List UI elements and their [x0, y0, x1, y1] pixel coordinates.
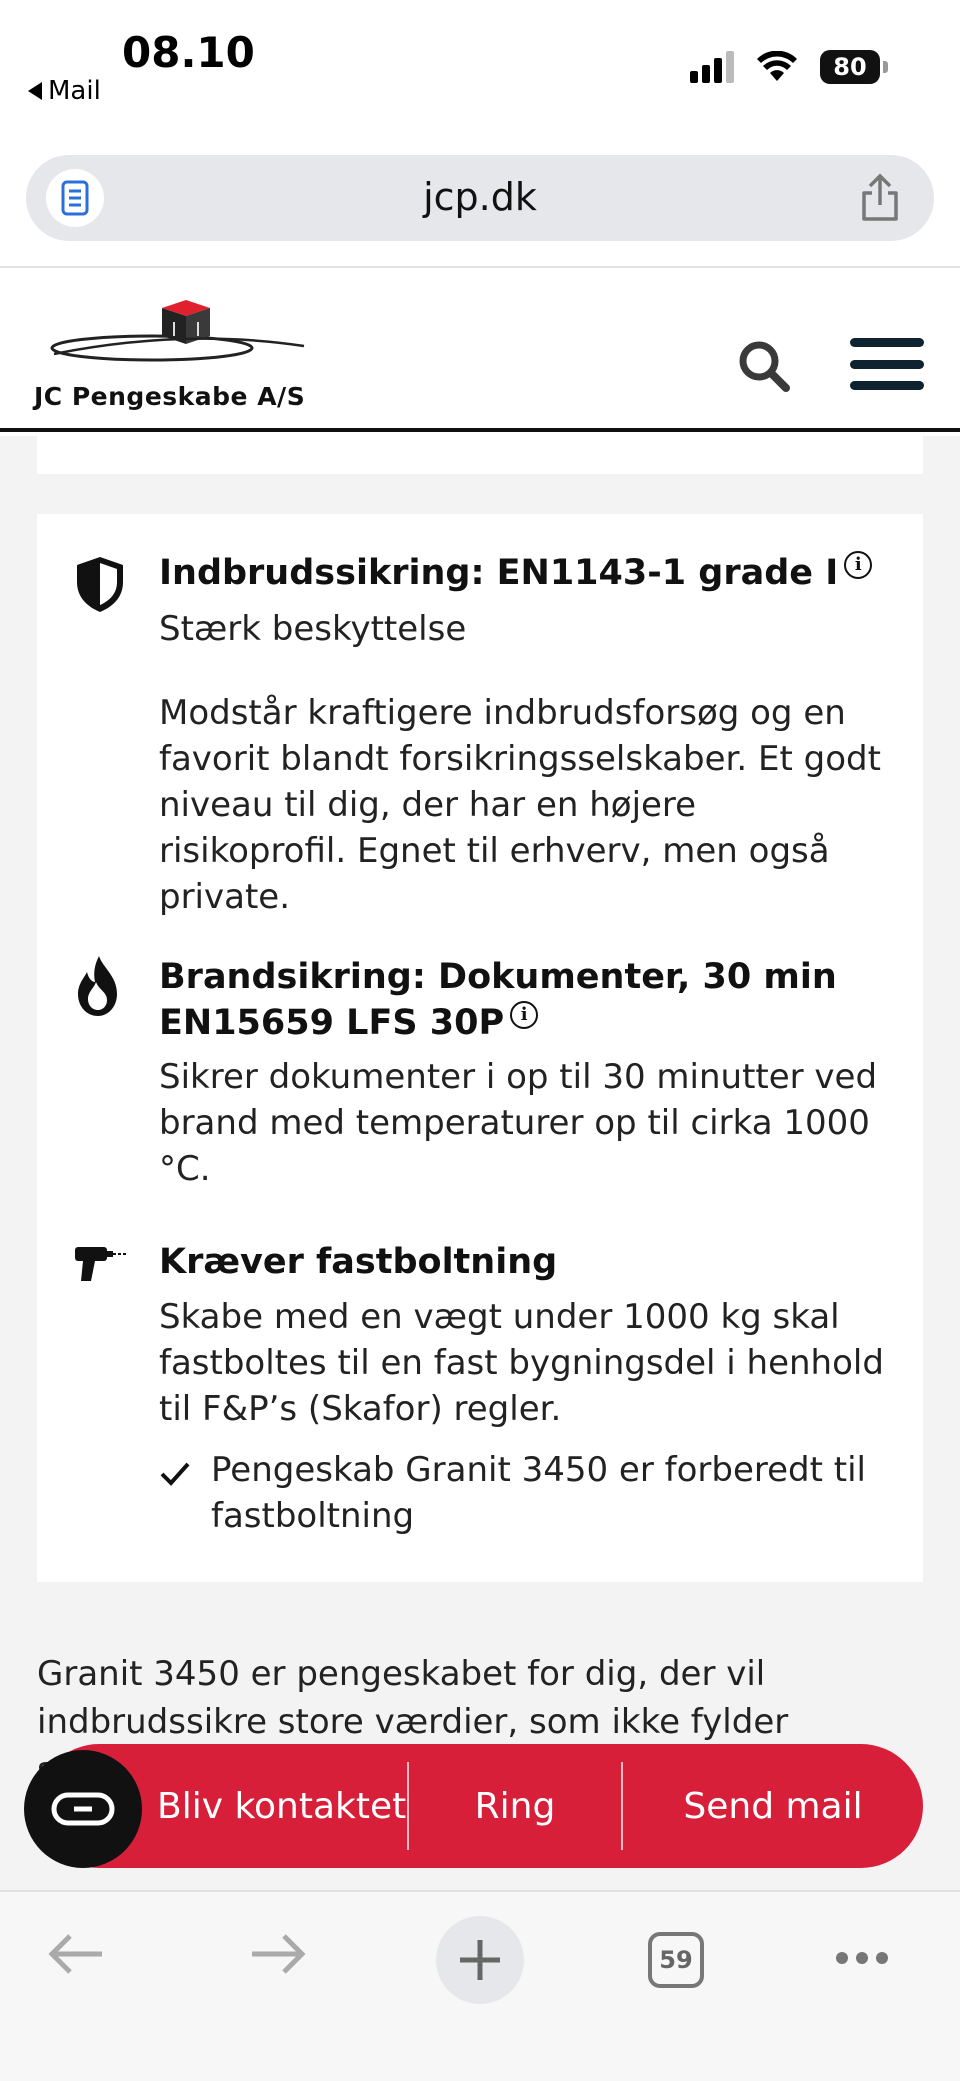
check-item-text: Pengeskab Granit 3450 er forberedt til fastboltning — [211, 1450, 866, 1536]
hamburger-menu-icon[interactable] — [850, 338, 924, 390]
send-mail-button[interactable]: Send mail — [683, 1785, 863, 1827]
chat-button[interactable] — [24, 1750, 142, 1868]
wifi-icon — [756, 51, 798, 83]
site-logo[interactable] — [34, 298, 354, 411]
drill-icon — [73, 1243, 129, 1289]
contact-bar — [37, 1744, 923, 1868]
share-icon[interactable] — [858, 173, 902, 227]
back-app-label: Mail — [48, 76, 101, 106]
feature-subtitle: Stærk beskyttelse — [159, 609, 467, 649]
product-intro-text: Granit 3450 er pengeskabet for dig, der vil indbrudssikre store værdier, som ikke fylder — [37, 1654, 789, 1742]
shield-icon — [73, 554, 127, 618]
safe-logo-icon — [34, 298, 354, 382]
logo-text: JC Pengeskabe A/S — [34, 382, 306, 411]
search-icon[interactable] — [736, 338, 792, 398]
check-item — [159, 1447, 889, 1539]
product-features-card — [37, 514, 923, 1582]
battery-icon — [820, 50, 880, 84]
new-tab-button[interactable] — [436, 1916, 524, 2004]
feature-title: Kræver fastboltning — [159, 1242, 558, 1282]
feature-burglary — [37, 514, 923, 934]
address-bar[interactable] — [26, 155, 934, 241]
tab-count: 59 — [648, 1932, 704, 1988]
more-icon[interactable] — [836, 1952, 888, 1964]
feature-title: Indbrudssikring: EN1143-1 grade I i — [159, 550, 872, 596]
cellular-signal-icon — [690, 51, 734, 83]
feature-body: Modstår kraftigere indbrudsforsøg og en favorit blandt forsikringsselskaber. Et godt niveau til dig, der har en højere risikoprofil. Egnet til erhverv, men også private. — [159, 693, 881, 917]
back-to-mail-link[interactable] — [28, 76, 101, 106]
feature-fire — [37, 954, 923, 1204]
site-header — [0, 268, 960, 432]
page-content — [0, 436, 960, 1890]
contact-me-button[interactable]: Bliv kontaktet — [157, 1785, 407, 1827]
call-button[interactable]: Ring — [407, 1762, 623, 1850]
forward-icon[interactable] — [248, 1932, 308, 1976]
back-icon[interactable] — [46, 1932, 106, 1976]
back-arrow-icon — [28, 82, 42, 100]
checkmark-icon — [159, 1447, 191, 1539]
battery-level: 80 — [833, 53, 867, 81]
url-text[interactable]: jcp.dk — [423, 175, 537, 219]
flame-icon — [73, 954, 123, 1022]
feature-title: Brandsikring: Dokumenter, 30 min EN15659 LFS 30P i — [159, 957, 837, 1043]
feature-bolting — [37, 1239, 923, 1569]
status-time: 08.10 — [122, 28, 255, 77]
status-indicators — [690, 50, 880, 84]
info-icon[interactable]: i — [844, 551, 872, 579]
info-icon[interactable]: i — [510, 1001, 538, 1029]
previous-card-bottom — [37, 436, 923, 474]
browser-toolbar — [0, 1890, 960, 2081]
feature-body: Sikrer dokumenter i op til 30 minutter ved brand med temperaturer op til cirka 1000 °C. — [159, 1057, 878, 1189]
plus-icon — [457, 1937, 503, 1983]
tabs-button[interactable] — [648, 1932, 704, 1988]
status-bar — [0, 0, 960, 150]
chat-icon — [51, 1792, 115, 1826]
feature-body: Skabe med en vægt under 1000 kg skal fastboltes til en fast bygningsdel i henhold til F&P’s (Skafor) regler. — [159, 1297, 884, 1429]
